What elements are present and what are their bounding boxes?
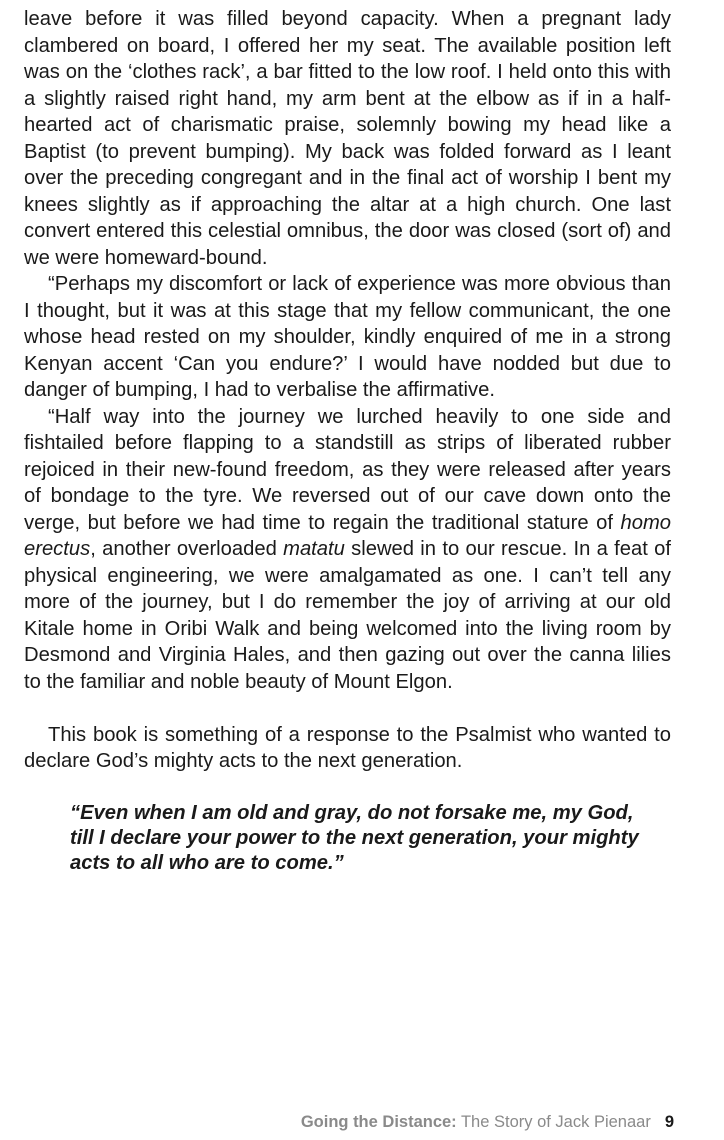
page-body xyxy=(24,6,671,876)
paragraph-3-text-a: “Half way into the journey we lurched heavily to one side and fishtailed before flapping to a standstill as strips of liberated rubber rejoiced in their new-found freedom, as they were released after years of bondage to the tyre. We reversed out of our cave down onto the verge, but before we had time to regain the traditional stature of xyxy=(24,405,671,534)
body-paragraph-4: This book is something of a response to the Psalmist who wanted to declare God’s mighty acts to the next generation. xyxy=(24,723,671,772)
footer-subtitle: The Story of Jack Pienaar xyxy=(456,1113,651,1131)
paragraph-3-text-c: slewed in to our rescue. In a feat of physical engineering, we were amalgamated as one. I can’t tell any more of the journey, but I do remember the joy of arriving at our old Kitale home in Oribi Walk and being welcomed into the living room by Desmond and Virginia Hales, and then gazing out over the canna lilies to the familiar and noble beauty of Mount Elgon. xyxy=(24,538,671,693)
body-paragraph-1: leave before it was filled beyond capacity. When a pregnant lady clambered on board, I offered her my seat. The available position left was on the ‘clothes rack’, a bar fitted to the low roof. I held onto this with a slightly raised right hand, my arm bent at the elbow as if in a half-hearted act of charismatic praise, solemnly bowing my head like a Baptist (to prevent bumping). My back was folded forward as I leant over the preceding congregant and in the final act of worship I bent my knees slightly as if approaching the altar at a high church. One last convert entered this celestial omnibus, the door was closed (sort of) and we were homeward-bound. xyxy=(24,8,671,269)
footer-book-title: Going the Distance: xyxy=(300,1113,457,1131)
body-paragraph-2: “Perhaps my discomfort or lack of experience was more obvious than I thought, but it was at this stage that my fellow communicant, the one whose head rested on my shoulder, kindly enquired of me in a strong Kenyan accent ‘Can you endure?’ I would have nodded but due to danger of bumping, I had to verbalise the affirmative. xyxy=(24,273,671,401)
italic-term-homo-erectus: homo erectus xyxy=(24,511,671,560)
scripture-quote: “Even when I am old and gray, do not forsake me, my God, till I declare your power to the next generation, your mighty acts to all who are to come.” xyxy=(70,801,639,874)
italic-term-matatu: matatu xyxy=(283,538,345,560)
paragraph-3-text-b: , another overloaded xyxy=(90,538,284,560)
page-number: 9 xyxy=(664,1113,674,1131)
page-footer xyxy=(301,1113,674,1132)
body-paragraph-3 xyxy=(24,404,671,696)
